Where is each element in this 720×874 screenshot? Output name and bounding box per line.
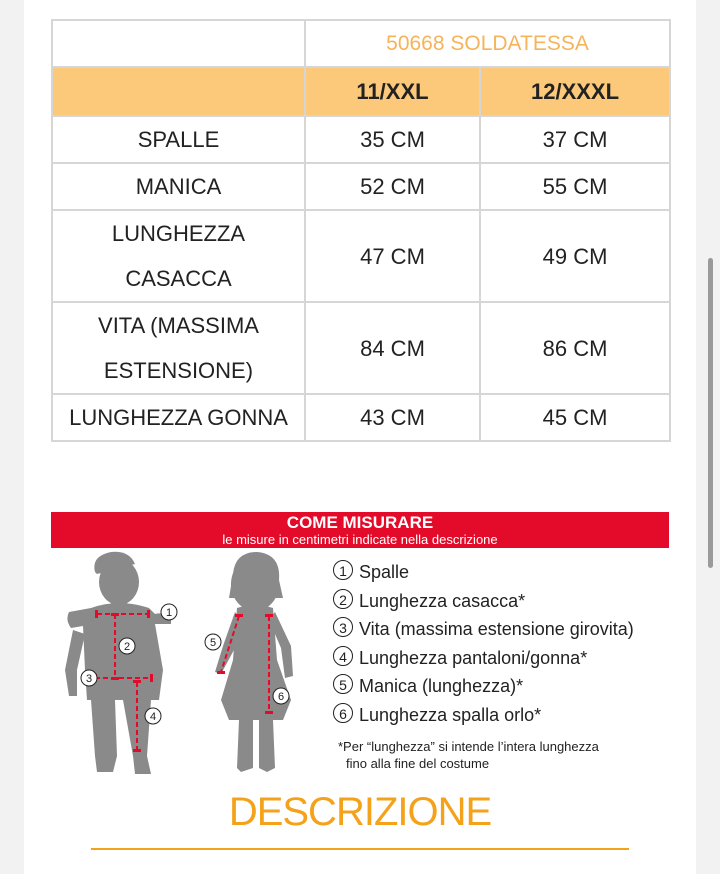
row-value: 49 CM	[480, 210, 670, 302]
legend-item	[333, 701, 673, 730]
how-to-measure	[51, 512, 669, 780]
size-table	[51, 19, 671, 442]
note-line: fino alla fine del costume	[346, 756, 490, 771]
size-header: 12/XXXL	[480, 67, 670, 116]
row-value: 37 CM	[480, 116, 670, 163]
measure-legend	[333, 558, 673, 729]
row-value: 84 CM	[305, 302, 480, 394]
table-row	[52, 210, 670, 302]
figure-marker-label: 2	[123, 641, 131, 653]
figure-marker-label: 1	[165, 607, 173, 619]
boy-silhouette-icon	[65, 552, 171, 774]
row-value: 47 CM	[305, 210, 480, 302]
section-divider	[91, 848, 629, 850]
row-label-line: LUNGHEZZA	[111, 221, 246, 246]
table-row	[52, 163, 670, 210]
legend-number: 5	[333, 674, 353, 694]
note-line: *Per “lunghezza” si intende l’intera lunghezza	[338, 739, 599, 754]
legend-item	[333, 672, 673, 701]
legend-text: Lunghezza casacca*	[359, 590, 526, 611]
row-label: LUNGHEZZA GONNA	[52, 394, 305, 441]
legend-number: 2	[333, 589, 353, 609]
legend-number: 4	[333, 646, 353, 666]
scrollbar[interactable]	[708, 258, 713, 568]
row-label: SPALLE	[52, 116, 305, 163]
row-label-line: ESTENSIONE)	[103, 358, 254, 383]
legend-item	[333, 644, 673, 673]
row-value: 52 CM	[305, 163, 480, 210]
legend-text: Manica (lunghezza)*	[359, 676, 524, 696]
figure-marker-label: 3	[85, 673, 93, 685]
row-value: 45 CM	[480, 394, 670, 441]
model-name: 50668 SOLDATESSA	[305, 20, 670, 67]
legend-text: Vita (massima estensione girovita)	[359, 619, 634, 639]
row-label-line: CASACCA	[125, 266, 232, 291]
row-value: 55 CM	[480, 163, 670, 210]
empty-header-cell	[52, 67, 305, 116]
row-label	[52, 210, 305, 302]
legend-text: Lunghezza pantaloni/gonna*	[359, 647, 588, 668]
measure-title: COME MISURARE	[286, 513, 434, 532]
row-label	[52, 302, 305, 394]
size-header: 11/XXL	[305, 67, 480, 116]
figure-marker-label: 4	[149, 711, 157, 723]
measure-banner	[51, 512, 669, 548]
measure-figures	[51, 550, 321, 780]
legend-text: Lunghezza spalla orlo*	[359, 704, 542, 725]
legend-item	[333, 615, 673, 644]
table-row	[52, 116, 670, 163]
legend-item	[333, 587, 673, 616]
row-value: 43 CM	[305, 394, 480, 441]
table-title-row	[52, 20, 670, 67]
table-row	[52, 302, 670, 394]
empty-cell	[52, 20, 305, 67]
row-label-line: VITA (MASSIMA	[98, 313, 259, 338]
legend-item	[333, 558, 673, 587]
legend-number: 3	[333, 617, 353, 637]
legend-number: 6	[333, 703, 353, 723]
size-header-row	[52, 67, 670, 116]
legend-text: Spalle	[359, 562, 410, 582]
figure-marker-label: 5	[209, 637, 217, 649]
table-row	[52, 394, 670, 441]
section-title: DESCRIZIONE	[228, 790, 492, 834]
measure-subtitle: le misure in centimetri indicate nella descrizione	[222, 532, 498, 547]
length-note	[338, 738, 668, 772]
row-value: 86 CM	[480, 302, 670, 394]
figure-marker-label: 6	[277, 691, 285, 703]
legend-number: 1	[333, 560, 353, 580]
girl-silhouette-icon	[215, 552, 293, 772]
row-label: MANICA	[52, 163, 305, 210]
row-value: 35 CM	[305, 116, 480, 163]
